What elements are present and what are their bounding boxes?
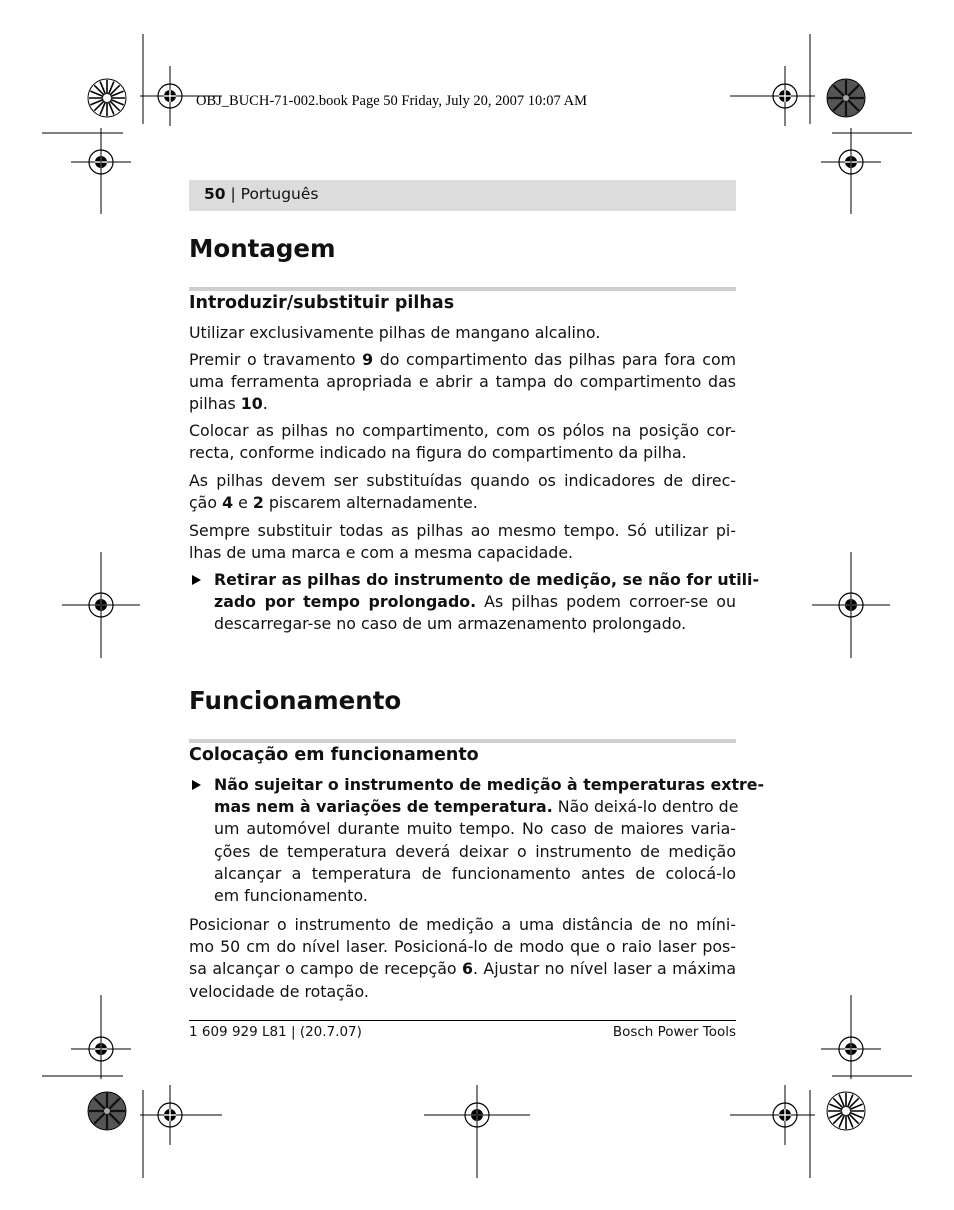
footer-document-number: 1 609 929 L81 | (20.7.07) [189, 1024, 362, 1040]
subsection-title-pilhas: Introduzir/substituir pilhas [189, 293, 455, 313]
section-rule [189, 739, 736, 743]
paragraph: Posicionar o instrumento de medição a uma distância de no míni- mo 50 cm do nível laser. Posicioná-lo de modo que o raio laser pos- sa alcançar o campo de recepção 6. Ajustar no nível laser a máxima velocidade de rotação. [189, 915, 736, 1001]
print-slug: OBJ_BUCH-71-002.book Page 50 Friday, July 20, 2007 10:07 AM [196, 93, 587, 109]
registration-star-icon [827, 79, 865, 117]
registration-mark-icon [140, 66, 200, 126]
paragraph: Premir o travamento 9 do compartimento das pilhas para fora com uma ferramenta apropriada e abrir a tampa do compartimento das pilhas 10. [189, 350, 736, 414]
bullet-arrow-icon [192, 780, 201, 790]
page-header [189, 180, 736, 211]
header-language: Português [240, 185, 319, 203]
page-number: 50 [204, 185, 226, 203]
paragraph: Sempre substituir todas as pilhas ao mesmo tempo. Só utilizar pi- lhas de uma marca e com a mesma capacidade. [189, 521, 736, 563]
header-separator: | [225, 185, 241, 203]
registration-mark-icon [755, 1085, 815, 1145]
paragraph: Colocar as pilhas no compartimento, com os pólos na posição cor- recta, conforme indicado na figura do compartimento da pilha. [189, 421, 736, 463]
footer-rule [189, 1020, 736, 1021]
section-rule [189, 287, 736, 291]
bullet-arrow-icon [192, 575, 201, 585]
registration-star-icon [88, 1092, 126, 1130]
registration-mark-icon [755, 66, 815, 126]
section-title-montagem: Montagem [189, 234, 336, 263]
registration-star-icon [88, 79, 126, 117]
paragraph: Utilizar exclusivamente pilhas de mangano alcalino. [189, 323, 601, 342]
paragraph: As pilhas devem ser substituídas quando os indicadores de direc- ção 4 e 2 piscarem alternadamente. [189, 471, 736, 513]
registration-mark-icon [140, 1085, 200, 1145]
footer-brand: Bosch Power Tools [612, 1024, 736, 1040]
subsection-title-colocacao: Colocação em funcionamento [189, 745, 479, 765]
section-title-funcionamento: Funcionamento [189, 686, 402, 715]
registration-star-icon [827, 1092, 865, 1130]
